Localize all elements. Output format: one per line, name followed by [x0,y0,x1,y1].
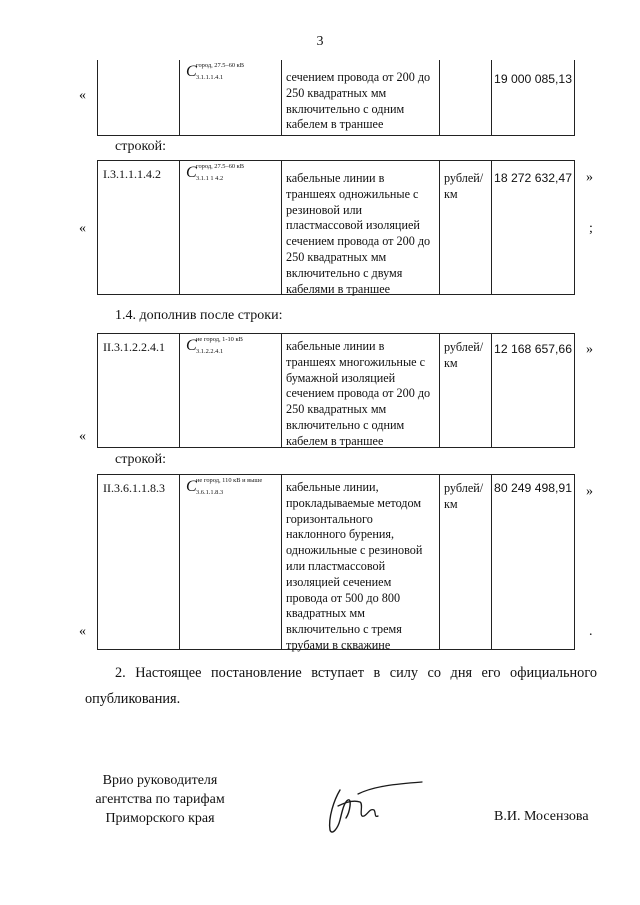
value-cell [492,475,576,649]
symbol-letter: C [186,164,197,181]
code-cell [98,475,180,649]
dopolniv-label: 1.4. дополнив после строки: [115,308,283,323]
symbol-cell [180,334,282,447]
unit-text: рублей/км [444,171,484,201]
unit-cell [440,475,492,649]
symbol-subscript: 3.1.1.1.4.1 [196,74,224,81]
open-quote: « [79,429,86,444]
tariff-symbol [180,60,281,103]
unit-cell [440,60,492,135]
value-text: 19 000 085,13 [494,72,572,86]
open-quote: « [79,221,86,236]
code-text: II.3.1.2.2.4.1 [103,340,165,354]
description-text: кабельные линии в траншеях одножильные с резиновой или пластмассовой изоляцией сечением провода от 200 до 250 квадратных мм включительно с двумя кабелями в траншее [286,171,431,296]
close-quote: » [586,342,593,357]
unit-cell [440,334,492,447]
unit-cell [440,161,492,294]
stroka-label: строкой: [115,452,166,467]
description-text: сечением провода от 200 до 250 квадратных мм включительно с одним кабелем в траншее [286,70,431,132]
stroka-label: строкой: [115,139,166,154]
symbol-superscript: город, 27.5–60 кВ [196,163,245,170]
symbol-subscript: 3.6.1.1.8.3 [196,489,224,496]
table-row [97,60,575,136]
value-cell [492,161,576,294]
handwritten-signature [318,778,428,838]
period: . [589,624,593,639]
symbol-letter: C [186,478,197,495]
value-text: 18 272 632,47 [494,171,572,185]
symbol-letter: C [186,337,197,354]
tariff-symbol [180,334,281,377]
symbol-subscript: 3.1.2.2.4.1 [196,348,224,355]
value-text: 12 168 657,66 [494,342,572,356]
signatory-title [70,771,250,828]
table-row [97,160,575,295]
unit-text: рублей/км [444,481,484,511]
description-text: кабельные линии, прокладываемые методом горизонтального наклонного бурения, одножильные с резиновой или пластмассовой изоляцией сечением провода от 500 до 800 квадратных мм включительно с тремя трубами в скважине [286,480,423,652]
signatory-title-line: агентства по тарифам [95,792,225,807]
description-cell [282,60,440,135]
table-row [97,474,575,650]
description-cell [282,161,440,294]
code-text: I.3.1.1.1.4.2 [103,167,161,181]
close-quote: » [586,484,593,499]
symbol-superscript: не город, 110 кВ и выше [196,477,263,484]
code-cell [98,161,180,294]
value-cell [492,60,576,135]
semicolon: ; [589,221,593,236]
paragraph-2: 2. Настоящее постановление вступает в силу со дня его официального опубликования. [85,665,597,707]
symbol-letter: C [186,63,197,80]
symbol-cell [180,161,282,294]
symbol-superscript: город, 27.5–60 кВ [196,62,245,69]
close-quote: » [586,170,593,185]
signatory-title-line: Врио руководителя [102,773,218,788]
value-cell [492,334,576,447]
symbol-cell [180,60,282,135]
unit-text [440,60,491,62]
description-cell [282,334,440,447]
open-quote: « [79,88,86,103]
table-row [97,333,575,448]
value-text: 80 249 498,91 [494,481,572,495]
tariff-symbol [180,161,281,204]
signatory-name: В.И. Мосензова [494,809,589,824]
description-cell [282,475,440,652]
code-cell [98,334,180,447]
unit-text: рублей/км [444,340,484,370]
open-quote: « [79,624,86,639]
description-text: кабельные линии в траншеях многожильные с бумажной изоляцией сечением провода от 200 до 250 квадратных мм включительно с одним кабелем в траншее [286,339,431,448]
code-cell [98,60,180,135]
signatory-title-line: Приморского края [105,811,215,826]
page-number: 3 [316,34,324,49]
symbol-superscript: не город, 1-10 кВ [196,336,243,343]
symbol-subscript: 3.1.1 1 4.2 [196,175,224,182]
symbol-cell [180,475,282,649]
code-text: II.3.6.1.1.8.3 [103,481,165,495]
tariff-symbol [180,475,281,518]
